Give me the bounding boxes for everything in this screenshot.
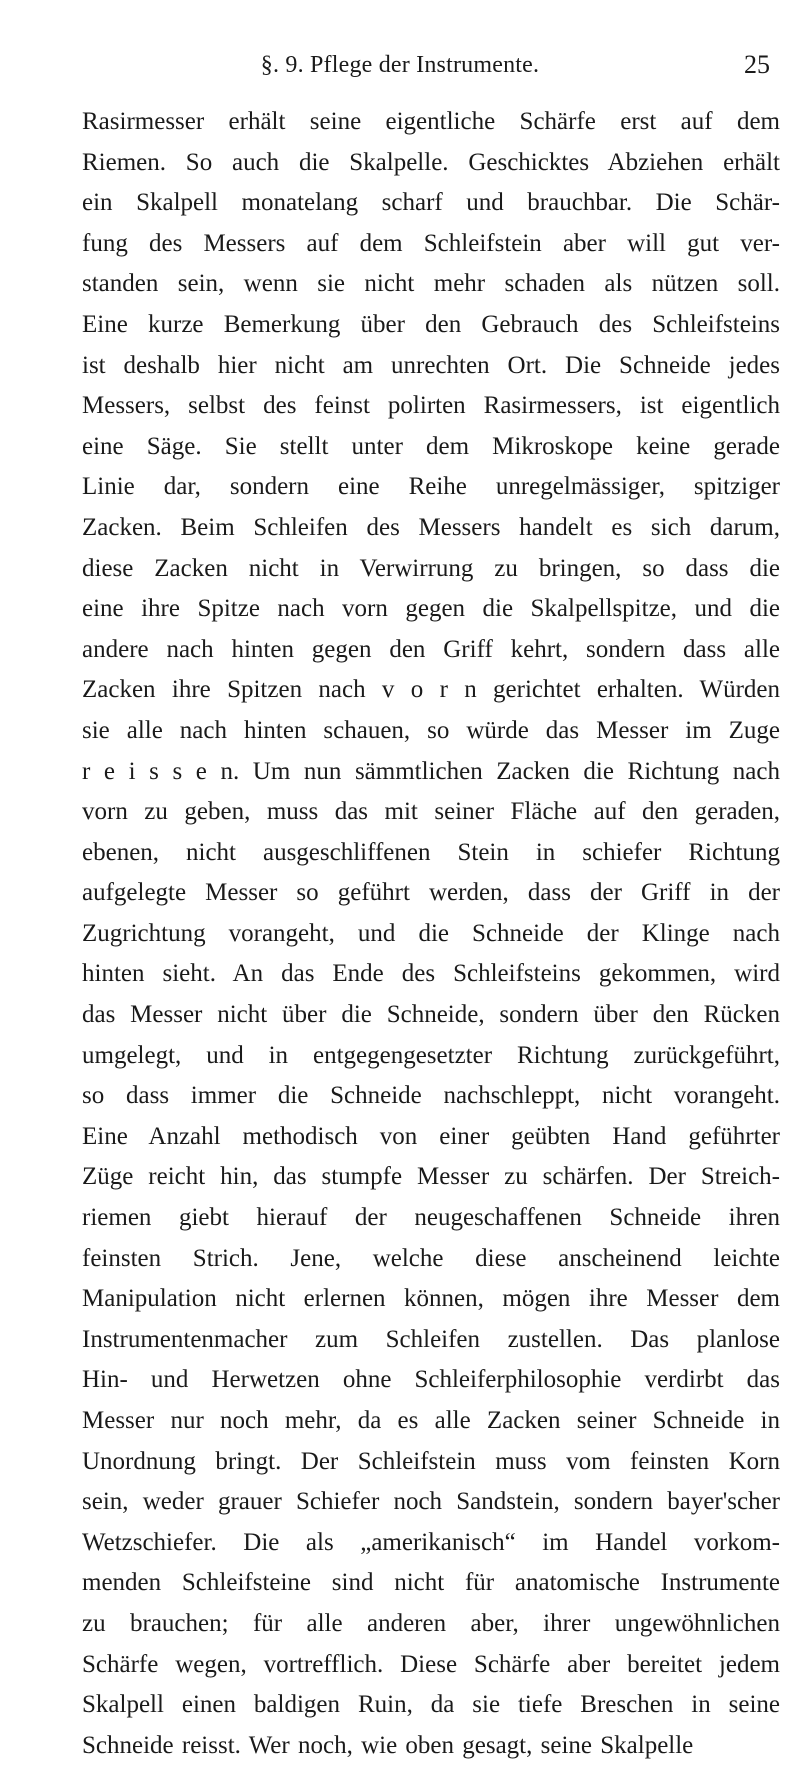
page-number: 25 xyxy=(744,50,770,79)
running-title: §. 9. Pflege der Instrumente. xyxy=(260,52,540,78)
text-line: Zugrichtung vorangeht, und die Schneide der Klinge nach xyxy=(82,919,780,947)
text-line: Schneide reisst. Wer noch, wie oben gesagt, seine Skalpelle xyxy=(82,1731,694,1759)
text-line: Wetzschiefer. Die als „amerikanisch“ im Handel vorkom- xyxy=(82,1528,780,1556)
text-line: Skalpell einen baldigen Ruin, da sie tiefe Breschen in seine xyxy=(82,1691,780,1719)
text-line: das Messer nicht über die Schneide, sondern über den Rücken xyxy=(82,1001,780,1029)
text-line: Eine Anzahl methodisch von einer geübten Hand geführter xyxy=(82,1122,780,1150)
text-line: ein Skalpell monatelang scharf und brauchbar. Die Schär- xyxy=(82,189,780,217)
text-line: Rasirmesser erhält seine eigentliche Schärfe erst auf dem xyxy=(82,108,780,135)
text-line: Messer nur noch mehr, da es alle Zacken seiner Schneide in xyxy=(82,1407,780,1434)
text-line: diese Zacken nicht in Verwirrung zu bringen, so dass die xyxy=(82,554,780,582)
text-line: zu brauchen; für alle anderen aber, ihrer ungewöhnlichen xyxy=(82,1609,780,1637)
text-line: Eine kurze Bemerkung über den Gebrauch des Schleifsteins xyxy=(82,310,780,338)
text-line: Zacken. Beim Schleifen des Messers handelt es sich darum, xyxy=(82,513,780,541)
text-line: ebenen, nicht ausgeschliffenen Stein in schiefer Richtung xyxy=(82,838,780,866)
text-line: Unordnung bringt. Der Schleifstein muss vom feinsten Korn xyxy=(82,1447,780,1475)
text-line: andere nach hinten gegen den Griff kehrt, sondern dass alle xyxy=(82,635,780,663)
text-line: Manipulation nicht erlernen können, mögen ihre Messer dem xyxy=(82,1285,780,1313)
text-line: standen sein, wenn sie nicht mehr schaden als nützen soll. xyxy=(82,270,780,298)
text-line: Zacken ihre Spitzen nach v o r n gerichtet erhalten. Würden xyxy=(82,676,780,704)
text-line: umgelegt, und in entgegengesetzter Richtung zurückgeführt, xyxy=(82,1041,780,1069)
text-line: riemen giebt hierauf der neugeschaffenen Schneide ihren xyxy=(82,1204,780,1232)
text-line: r e i s s e n. Um nun sämmtlichen Zacken die Richtung nach xyxy=(82,757,780,785)
text-line: feinsten Strich. Jene, welche diese anscheinend leichte xyxy=(82,1244,780,1272)
text-line: Instrumentenmacher zum Schleifen zustellen. Das planlose xyxy=(82,1325,780,1353)
running-head xyxy=(0,50,800,86)
text-line: eine Säge. Sie stellt unter dem Mikroskope keine gerade xyxy=(82,432,780,460)
text-line: Linie dar, sondern eine Reihe unregelmässiger, spitziger xyxy=(82,473,780,501)
text-line: Hin- und Herwetzen ohne Schleiferphilosophie verdirbt das xyxy=(82,1366,780,1394)
text-line: vorn zu geben, muss das mit seiner Fläche auf den geraden, xyxy=(82,798,780,826)
text-line: Schärfe wegen, vortrefflich. Diese Schärfe aber bereitet jedem xyxy=(82,1650,780,1678)
text-line: eine ihre Spitze nach vorn gegen die Skalpellspitze, und die xyxy=(82,595,780,623)
text-line: hinten sieht. An das Ende des Schleifsteins gekommen, wird xyxy=(82,960,780,988)
body-text xyxy=(82,102,780,1766)
text-line: sie alle nach hinten schauen, so würde das Messer im Zuge xyxy=(82,716,780,744)
text-line: Riemen. So auch die Skalpelle. Geschicktes Abziehen erhält xyxy=(82,148,780,176)
text-line: aufgelegte Messer so geführt werden, dass der Griff in der xyxy=(82,879,780,907)
text-line: fung des Messers auf dem Schleifstein aber will gut ver- xyxy=(82,229,780,257)
text-line: sein, weder grauer Schiefer noch Sandstein, sondern bayer'scher xyxy=(82,1488,780,1516)
text-line: Züge reicht hin, das stumpfe Messer zu schärfen. Der Streich- xyxy=(82,1163,780,1191)
text-line: ist deshalb hier nicht am unrechten Ort. Die Schneide jedes xyxy=(82,351,780,379)
text-line: menden Schleifsteine sind nicht für anatomische Instrumente xyxy=(82,1569,780,1597)
text-line: so dass immer die Schneide nachschleppt, nicht vorangeht. xyxy=(82,1082,780,1110)
text-line: Messers, selbst des feinst polirten Rasirmessers, ist eigentlich xyxy=(82,392,780,420)
